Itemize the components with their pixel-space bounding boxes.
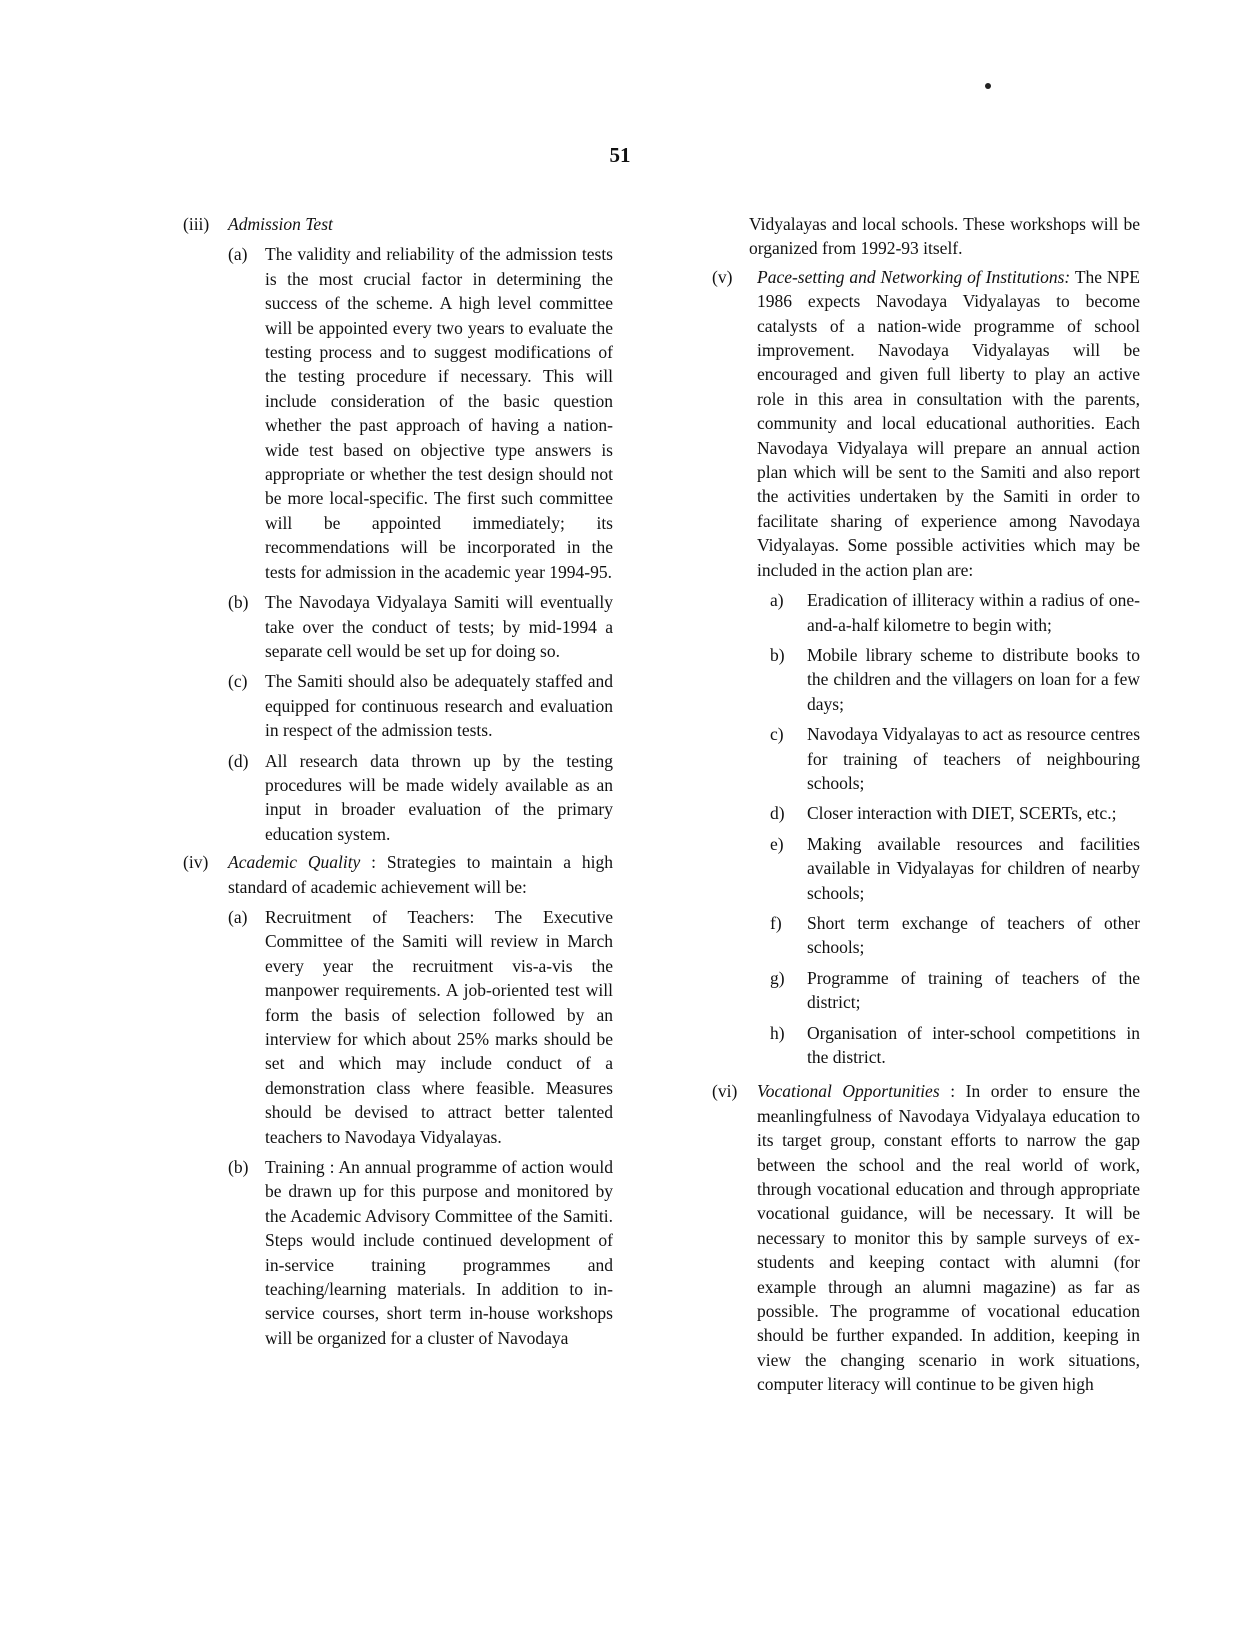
continuation-text: Vidyalayas and local schools. These workshops will be organized from 1992-93 itself. xyxy=(749,214,1140,259)
item-text: Programme of training of teachers of the district; xyxy=(807,967,1140,1013)
item-text: Recruitment of Teachers: The Executive Committee of the Samiti will review in March every year the recruitment vis-a-vis the manpower requirements. A job-oriented test will form the basis of selection followed by an interview for which about 25% marks should be set and which may include conduct of a demonstration class where feasible. Measures should be devised to attract better talented teachers to Navodaya Vidyalayas. xyxy=(265,906,613,1147)
item-text: The Navodaya Vidyalaya Samiti will eventually take over the conduct of tests; by mid-1994 a separate cell would be set up for doing so. xyxy=(265,592,613,661)
section-number: (v) xyxy=(712,266,733,287)
item-label: g) xyxy=(770,967,785,988)
section-academic-quality xyxy=(183,850,613,1350)
item-text: Navodaya Vidyalayas to act as resource centres for training of teachers of neighbouring schools; xyxy=(807,724,1140,793)
list-item xyxy=(228,1155,613,1350)
item-text: Closer interaction with DIET, SCERTs, etc.; xyxy=(807,803,1117,824)
item-text: The Samiti should also be adequately staffed and equipped for continuous research and evaluation in respect of the admission tests. xyxy=(265,671,613,741)
section-number: (iv) xyxy=(183,852,209,873)
list-item xyxy=(770,722,1140,795)
item-label: e) xyxy=(770,833,784,854)
item-label: (a) xyxy=(228,906,248,927)
section-number: (vi) xyxy=(712,1081,738,1102)
list-item xyxy=(770,832,1140,905)
section-intro: : Strategies to maintain a high standard of academic achievement will be: xyxy=(228,852,613,897)
section-title: Academic Quality xyxy=(228,852,361,873)
item-text: All research data thrown up by the testing procedures will be made widely available as an input in broader evaluation of the primary education system. xyxy=(265,750,613,844)
section-text: : In order to ensure the meanlingfulness of Navodaya Vidyalaya education to its target group, constant efforts to narrow the gap between the school and the real world of work, through vocational education and through appropriate vocational guidance, will be necessary. It will be necessary to monitor this by sample surveys of ex-students and keeping contact with alumni (for example through an alumni magazine) as far as possible. The programme of vocational education should be further expanded. In addition, keeping in view the changing scenario in work situations, computer literacy will continue to be given high xyxy=(757,1081,1141,1395)
item-label: (d) xyxy=(228,750,249,771)
item-text: Short term exchange of teachers of other schools; xyxy=(807,912,1140,958)
item-text: Training : An annual programme of action would be drawn up for this purpose and monitored by the Academic Advisory Committee of the Samiti. Steps would include continued development of in-service training programmes and teaching/learning materials. In addition to in-service courses, short term in-house workshops will be organized for a cluster of Navodaya xyxy=(265,1157,613,1348)
list-item xyxy=(228,590,613,663)
section-title: Admission Test xyxy=(228,214,333,234)
activity-list xyxy=(770,588,1140,1069)
section-number: (iii) xyxy=(183,214,210,234)
list-item xyxy=(770,911,1140,960)
item-label: (c) xyxy=(228,671,248,692)
item-label: b) xyxy=(770,644,785,665)
item-label: c) xyxy=(770,724,784,745)
scan-speck xyxy=(985,83,991,89)
list-item xyxy=(770,643,1140,716)
item-text: Making available resources and facilities available in Vidyalayas for children of nearby schools; xyxy=(807,833,1140,903)
item-text: Organisation of inter-school competitions in the district. xyxy=(807,1022,1140,1067)
item-text: Mobile library scheme to distribute books to the children and the villagers on loan for a few days; xyxy=(807,644,1140,714)
list-item xyxy=(770,966,1140,1015)
item-label: f) xyxy=(770,912,782,933)
section-admission-test xyxy=(183,212,613,846)
list-item xyxy=(228,905,613,1149)
item-label: (a) xyxy=(228,244,248,265)
page-number: 51 xyxy=(609,143,631,167)
item-label: (b) xyxy=(228,1157,249,1178)
item-text: Eradication of illiteracy within a radius of one-and-a-half kilometre to begin with; xyxy=(807,590,1140,635)
list-item xyxy=(228,242,613,584)
right-column xyxy=(712,212,1140,1397)
left-column xyxy=(183,212,613,1350)
section-vocational xyxy=(712,1079,1140,1396)
item-text: The validity and reliability of the admission tests is the most crucial factor in determining the success of the scheme. A high level committee will be appointed every two years to evaluate the testing process and to suggest modifications of the testing procedure if necessary. This will include consideration of the basic question whether the past approach of having a nation-wide test based on objective type answers is appropriate or whether the test design should not be more local-specific. The first such committee will be appointed immediately; its recommendations will be incorporated in the tests for admission in the academic year 1994-95. xyxy=(265,244,613,582)
item-label: a) xyxy=(770,590,784,611)
section-text: The NPE 1986 expects Navodaya Vidyalayas to become catalysts of a nation-wide programme of school improvement. Navodaya Vidyalayas will be encouraged and given full liberty to play an active role in this area in consultation with the parents, community and local educational authorities. Each Navodaya Vidyalaya will prepare an annual action plan which will be sent to the Samiti and also report the activities undertaken by the Samiti in order to facilitate sharing of experience among Navodaya Vidyalayas. Some possible activities which may be included in the action plan are: xyxy=(757,266,1140,580)
section-pace-setting xyxy=(712,265,1140,1070)
list-item xyxy=(228,669,613,742)
list-item xyxy=(770,801,1140,825)
list-item xyxy=(770,1021,1140,1070)
list-item xyxy=(770,588,1140,637)
item-label: (b) xyxy=(228,592,249,613)
section-title: Vocational Opportunities xyxy=(757,1081,940,1102)
list-item xyxy=(228,749,613,847)
item-label: d) xyxy=(770,803,785,824)
item-label: h) xyxy=(770,1022,785,1043)
section-title: Pace-setting and Networking of Institutions: xyxy=(757,266,1071,287)
